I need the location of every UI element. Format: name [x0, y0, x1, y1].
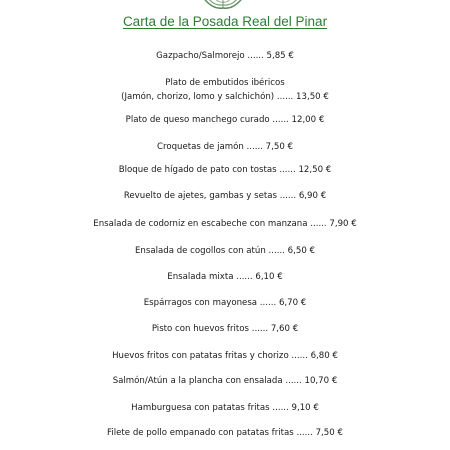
- menu-item: [0, 349, 450, 363]
- menu-item-price: 6,90 €: [298, 191, 327, 201]
- menu-item-price: 7,60 €: [270, 324, 299, 334]
- menu-item-price: 7,50 €: [315, 428, 343, 438]
- menu-item: [0, 217, 450, 231]
- menu-item: [0, 163, 450, 177]
- menu-item: [0, 76, 450, 104]
- menu-item-name: Croquetas de jamón: [156, 142, 244, 152]
- menu-item-name: Salmón/Atún a la plancha con ensalada: [112, 376, 283, 386]
- menu-item-dots: ......: [269, 403, 292, 413]
- menu-item: [0, 296, 450, 310]
- menu-item-price: 7,90 €: [329, 219, 357, 229]
- menu-item: [0, 322, 450, 336]
- menu-item-name: Ensalada mixta: [167, 272, 234, 282]
- menu-item-name: Bloque de hígado de pato con tostas: [118, 165, 277, 175]
- menu-item: [0, 140, 450, 154]
- menu-item-name: Gazpacho/Salmorejo: [156, 51, 245, 61]
- menu-item-price: 7,50 €: [265, 142, 294, 152]
- menu-item: [0, 244, 450, 258]
- menu-item-price: 6,10 €: [255, 272, 283, 282]
- menu-item-price: 9,10 €: [291, 403, 319, 413]
- menu-item-dots: ......: [257, 298, 279, 308]
- menu-item: [0, 189, 450, 203]
- menu-item-dots: ......: [265, 246, 288, 256]
- menu-title: Carta de la Posada Real del Pinar: [122, 14, 328, 29]
- menu-item-dots: ......: [288, 351, 311, 361]
- menu-item-dots: ......: [244, 51, 267, 61]
- menu-item-price: 12,00 €: [291, 115, 325, 125]
- menu-item-name: Ensalada de cogollos con atún: [134, 246, 266, 256]
- menu-item-price: 5,85 €: [266, 51, 294, 61]
- menu-item-dots: ......: [307, 219, 330, 229]
- leaf-logo-icon: [198, 0, 248, 10]
- menu-item-name: Espárragos con mayonesa: [143, 298, 258, 308]
- menu-item-detail: (Jamón, chorizo, lomo y salchichón): [121, 92, 275, 102]
- menu-item-price: 6,70 €: [278, 298, 307, 308]
- menu-item-dots: ......: [243, 142, 266, 152]
- menu-item-dots: ......: [269, 115, 292, 125]
- menu-item-detail-line: [0, 90, 450, 104]
- menu-item: [0, 49, 450, 63]
- menu-item-name: Plato de embutidos ibéricos: [165, 78, 285, 88]
- menu-item-price: 6,50 €: [287, 246, 316, 256]
- menu-item-dots: ......: [276, 191, 299, 201]
- menu-item-name: Ensalada de codorniz en escabeche con manzana: [93, 219, 308, 229]
- menu-item: [0, 426, 450, 440]
- menu-item: [0, 401, 450, 415]
- menu-item-name: Pisto con huevos fritos: [151, 324, 249, 334]
- menu-item-name: Huevos fritos con patatas fritas y chorizo: [112, 351, 289, 361]
- menu-item-price: 10,70 €: [304, 376, 338, 386]
- menu-item-price: 13,50 €: [296, 92, 329, 102]
- menu-item-name: Plato de queso manchego curado: [125, 115, 270, 125]
- menu-item-name: Filete de pollo empanado con patatas fritas: [107, 428, 294, 438]
- menu-item: [0, 113, 450, 127]
- menu-item-name: Hamburguesa con patatas fritas: [131, 403, 270, 413]
- menu-item-name: Revuelto de ajetes, gambas y setas: [123, 191, 277, 201]
- menu-item-dots: ......: [248, 324, 271, 334]
- menu-item-dots: ......: [233, 272, 256, 282]
- menu-item-price: 6,80 €: [310, 351, 338, 361]
- menu-item-dots: ......: [276, 165, 299, 175]
- menu-item-dots: ......: [274, 92, 297, 102]
- menu-item-price: 12,50 €: [298, 165, 332, 175]
- menu-item-dots: ......: [293, 428, 316, 438]
- menu-item: [0, 270, 450, 284]
- menu-item-dots: ......: [282, 376, 305, 386]
- menu-item: [0, 374, 450, 388]
